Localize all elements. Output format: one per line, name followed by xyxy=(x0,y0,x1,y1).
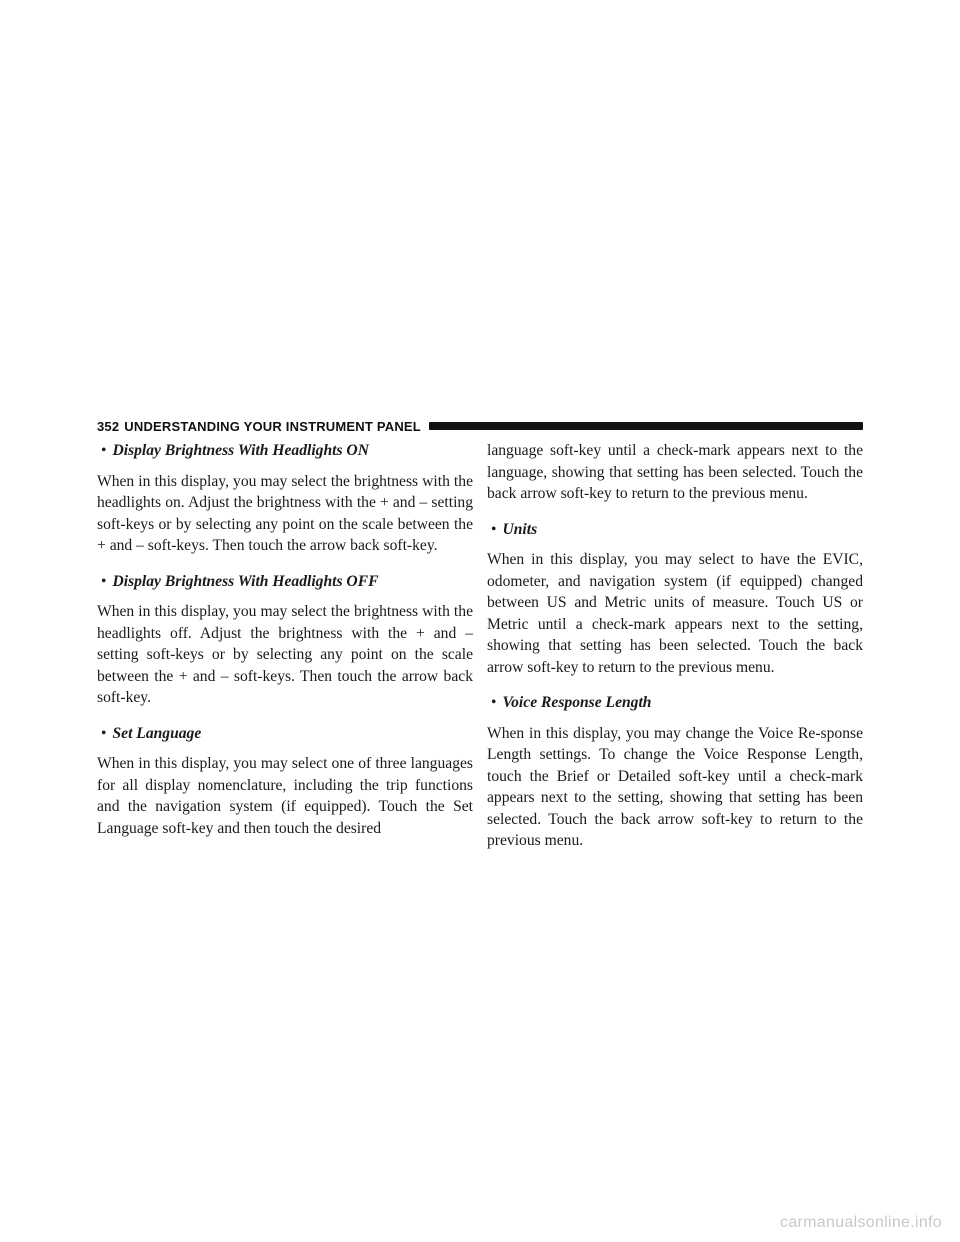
right-column xyxy=(487,440,863,866)
paragraph: When in this display, you may change the Voice Re-sponse Length settings. To change the Voice Response Length, touch the Brief or Detailed soft-key until a check-mark appears next to the setting, showing that setting has been selected. Touch the back arrow soft-key to return to the previous menu. xyxy=(487,724,863,849)
paragraph-continued: language soft-key until a check-mark appears next to the language, showing that setting has been selected. Touch the back arrow soft-key to return to the previous menu. xyxy=(487,442,863,502)
bullet-heading-text: Voice Response Length xyxy=(502,694,652,711)
watermark: carmanualsonline.info xyxy=(780,1214,942,1231)
bullet-heading xyxy=(97,571,473,593)
bullet-dot-icon: • xyxy=(491,520,497,538)
bullet-heading xyxy=(487,519,863,541)
header-rule xyxy=(429,422,863,430)
paragraph: When in this display, you may select to have the EVIC, odometer, and navigation system (if equipped) changed between US and Metric units of measure. Touch US or Metric until a check-mark appears next to the setting, showing that setting has been selected. Touch the back arrow soft-key to return to the previous menu. xyxy=(487,551,863,676)
page-header xyxy=(97,418,863,434)
bullet-heading-text: Display Brightness With Headlights OFF xyxy=(112,572,379,590)
paragraph: When in this display, you may select the brightness with the headlights off. Adjust the brightness with the + and – setting soft-keys or by selecting any point on the scale between the + and – soft-keys. Then touch the arrow back soft-key. xyxy=(97,603,473,706)
bullet-heading-text: Units xyxy=(502,520,538,538)
paragraph: When in this display, you may select one of three languages for all display nomenclature, including the trip functions and the navigation system (if equipped). Touch the Set Language soft-key and then touch the desired xyxy=(97,755,473,837)
paragraph: When in this display, you may select the brightness with the headlights on. Adjust the brightness with the + and – setting soft-keys or by selecting any point on the scale between the + and – soft-keys. Then touch the arrow back soft-key. xyxy=(97,472,473,554)
bullet-dot-icon: • xyxy=(101,442,107,459)
left-column xyxy=(97,440,473,853)
bullet-dot-icon: • xyxy=(101,572,107,590)
bullet-heading xyxy=(97,440,473,462)
bullet-dot-icon: • xyxy=(491,694,497,711)
bullet-heading-text: Set Language xyxy=(112,724,202,742)
bullet-heading-text: Display Brightness With Headlights ON xyxy=(112,442,369,459)
bullet-heading xyxy=(97,723,473,745)
section-title: UNDERSTANDING YOUR INSTRUMENT PANEL xyxy=(124,418,421,434)
page-number: 352 xyxy=(97,418,120,434)
bullet-dot-icon: • xyxy=(101,724,107,742)
bullet-heading xyxy=(487,692,863,714)
